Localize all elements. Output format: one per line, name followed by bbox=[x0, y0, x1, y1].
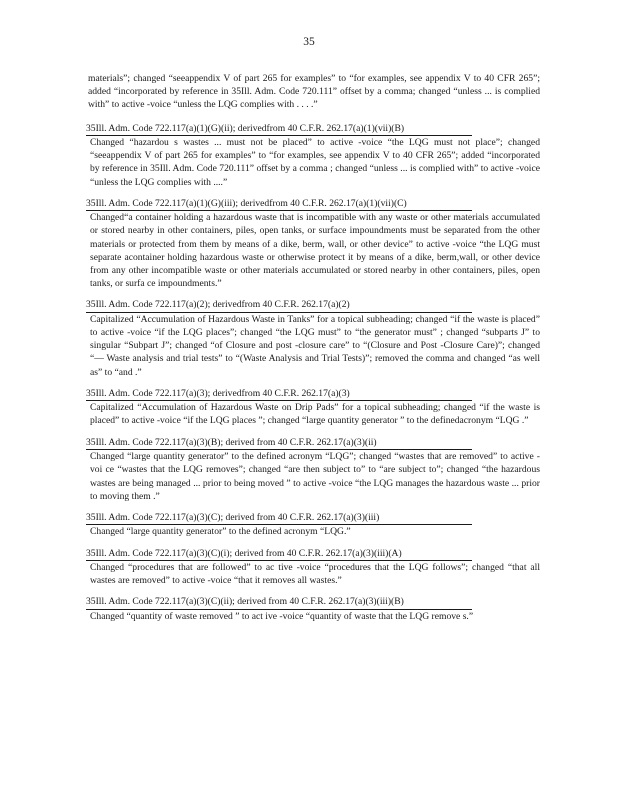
page-body bbox=[88, 72, 540, 623]
amendment-entry bbox=[88, 299, 540, 378]
amendment-entry bbox=[88, 123, 540, 189]
amendment-description: Changed “hazardou s wastes ... must not be placed” to active -voice “the LQG must not place”; changed “seeappendix V of part 265 for examples” to “for examples, see appendix V to 40 CFR 265”; added “incorporated by reference in 35Ill. Adm. Code 720.111” offset by a comma ; changed “unless ... is complied with” to active -voice “unless the LQG complies with ....” bbox=[90, 137, 540, 188]
amendment-entry bbox=[88, 596, 540, 623]
section-citation: 35Ill. Adm. Code 722.117(a)(3)(C)(i); derived from 40 C.F.R. 262.17(a)(3)(iii)(A) bbox=[86, 548, 472, 561]
amendment-entry bbox=[88, 198, 540, 291]
amendment-entry bbox=[88, 388, 540, 428]
amendment-description: Changed“a container holding a hazardous waste that is incompatible with any waste or other materials accumulated or stored nearby in other containers, piles, open tanks, or surface impoundments must be separated from the other materials or protected from them by means of a dike, berm, wall, or other device” to active -voice “the LQG must separate acontainer holding hazardous waste or otherwise protect it by means of a dike, berm,wall, or other device from any other incompatible waste or other materials accumulated or stored nearby in other containers, piles, open tanks, or surfa ce impoundments.” bbox=[90, 212, 540, 290]
page-number: 35 bbox=[303, 36, 315, 48]
section-citation: 35Ill. Adm. Code 722.117(a)(3)(C); derived from 40 C.F.R. 262.17(a)(3)(iii) bbox=[86, 512, 472, 525]
amendment-description: Capitalized “Accumulation of Hazardous Waste on Drip Pads” for a topical subheading; changed “if the waste is placed” to active -voice “if the LQG places ”; changed “large quantity generator ” to the definedacronym “LQG .” bbox=[90, 402, 540, 427]
amendment-description: Changed “procedures that are followed” to ac tive -voice “procedures that the LQG follows”; changed “that all wastes are removed” to active -voice “that it removes all wastes.” bbox=[90, 561, 540, 587]
amendment-description: Changed “large quantity generator” to the defined acronym “LQG”; changed “wastes that are removed” to active -voi ce “wastes that the LQG removes”; changed “are then subject to” to “are subject to”; changed “the hazardous wastes are being managed ... prior to being moved ” to active -voice “the LQG manages the hazardous waste ... prior to moving them .” bbox=[90, 451, 540, 502]
section-citation: 35Ill. Adm. Code 722.117(a)(1)(G)(iii); derivedfrom 40 C.F.R. 262.17(a)(1)(vii)(C) bbox=[86, 198, 472, 211]
section-citation: 35Ill. Adm. Code 722.117(a)(2); derivedfrom 40 C.F.R. 262.17(a)(2) bbox=[86, 299, 472, 312]
amendment-entry bbox=[88, 512, 540, 539]
section-citation: 35Ill. Adm. Code 722.117(a)(1)(G)(ii); derivedfrom 40 C.F.R. 262.17(a)(1)(vii)(B) bbox=[86, 123, 472, 136]
intro-paragraph: materials”; changed “seeappendix V of part 265 for examples” to “for examples, see appendix V to 40 CFR 265”; added “incorporated by reference in 35Ill. Adm. Code 720.111” offset by a comma; changed “unless ... is complied with” to active -voice “unless the LQG complies with . . . .” bbox=[88, 73, 540, 111]
amendment-description: Changed “large quantity generator” to the defined acronym “LQG.” bbox=[90, 526, 351, 538]
amendment-description: Capitalized “Accumulation of Hazardous Waste in Tanks” for a topical subheading; changed “if the waste is placed” to active -voice “if the LQG places”; changed “the LQG must” to “the generator must” ; changed “subparts J” to singular “Subpart J”; changed “of Closure and post -closure care” to “(Closure and Post -Closure Care)”; changed “— Waste analysis and trial tests” to “(Waste Analysis and Trial Tests)”; removed the comma and changed “as well as” to “and .” bbox=[90, 313, 540, 378]
amendment-description: Changed “quantity of waste removed ” to act ive -voice “quantity of waste that the LQG remove s.” bbox=[90, 610, 474, 622]
section-citation: 35Ill. Adm. Code 722.117(a)(3)(B); derived from 40 C.F.R. 262.17(a)(3)(ii) bbox=[86, 437, 472, 450]
section-citation: 35Ill. Adm. Code 722.117(a)(3)(C)(ii); derived from 40 C.F.R. 262.17(a)(3)(iii)(B) bbox=[86, 596, 472, 609]
section-citation: 35Ill. Adm. Code 722.117(a)(3); derivedfrom 40 C.F.R. 262.17(a)(3) bbox=[86, 388, 472, 401]
amendment-entry bbox=[88, 548, 540, 588]
amendment-entry bbox=[88, 437, 540, 503]
